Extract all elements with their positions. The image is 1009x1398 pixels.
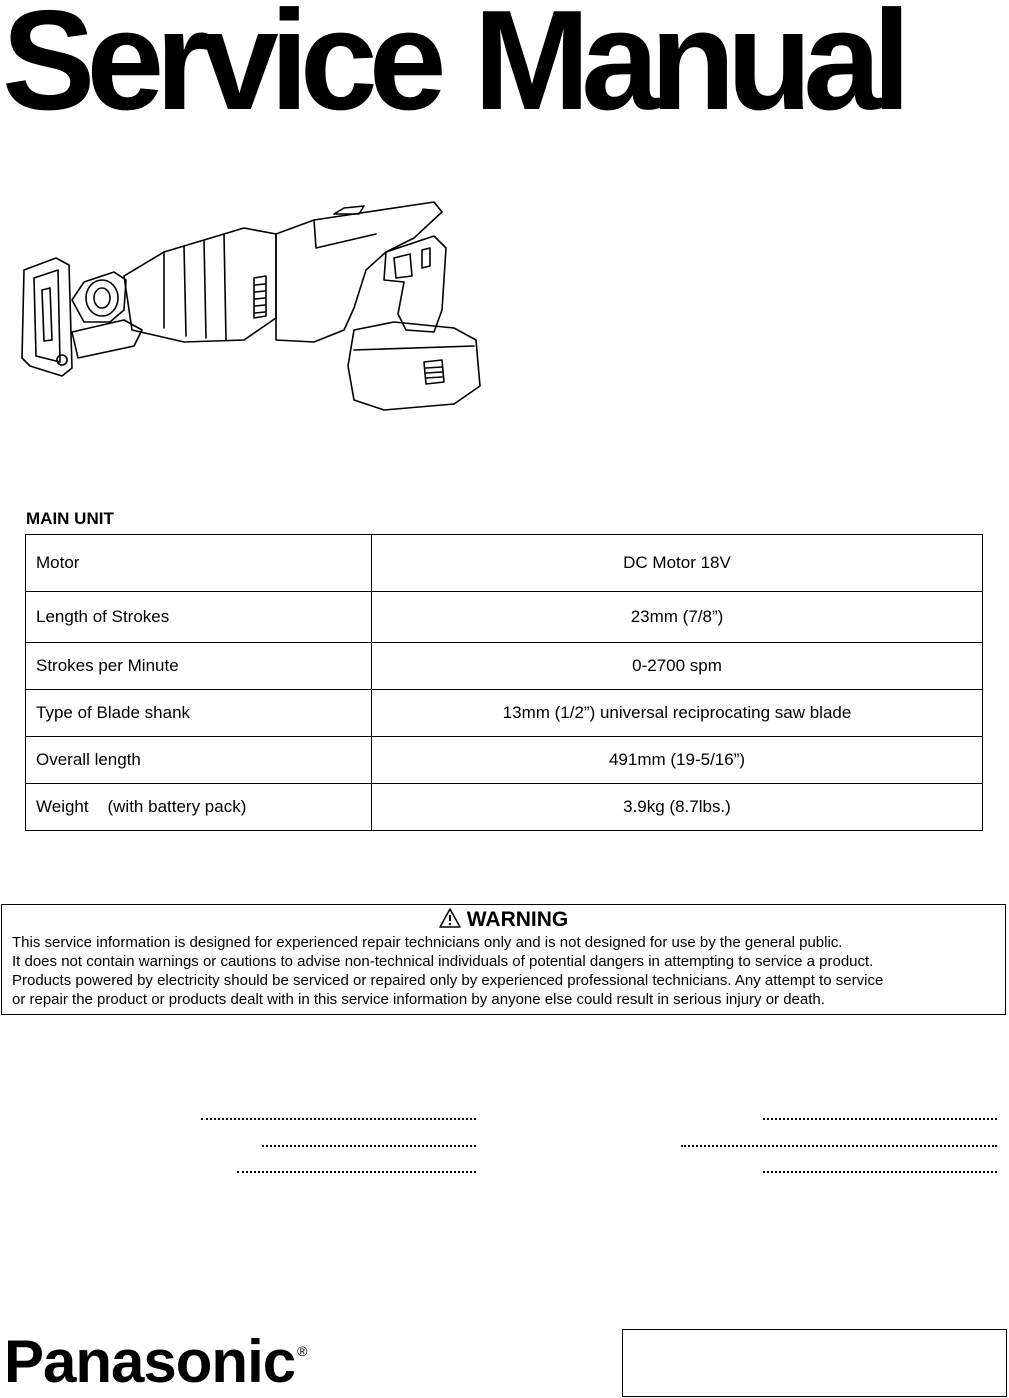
spec-label: Weight (with battery pack) — [26, 784, 372, 831]
warning-triangle-icon — [439, 908, 461, 928]
toc-leader-line — [681, 1145, 997, 1147]
spec-value: 3.9kg (8.7lbs.) — [372, 784, 983, 831]
table-row — [26, 784, 983, 831]
specifications-table — [25, 534, 983, 831]
warning-line: It does not contain warnings or cautions to advise non-technical individuals of potential dangers in attempting to service a product. — [12, 953, 874, 970]
toc-leader-line — [201, 1118, 476, 1120]
brand-name: Panasonic — [4, 1328, 296, 1395]
warning-heading — [12, 907, 995, 933]
table-row — [26, 643, 983, 690]
registered-mark: ® — [297, 1343, 307, 1359]
manual-title: Service Manual — [2, 0, 903, 140]
toc-leader-line — [763, 1171, 997, 1173]
spec-value: 0-2700 spm — [372, 643, 983, 690]
spec-label: Overall length — [26, 737, 372, 784]
spec-label: Length of Strokes — [26, 592, 372, 643]
spec-value: DC Motor 18V — [372, 535, 983, 592]
spec-value: 23mm (7/8”) — [372, 592, 983, 643]
spec-value: 491mm (19-5/16”) — [372, 737, 983, 784]
table-row — [26, 690, 983, 737]
table-row — [26, 535, 983, 592]
warning-line: Products powered by electricity should be serviced or repaired only by experienced professional technicians. Any attempt to service — [12, 972, 884, 989]
toc-leader-line — [237, 1171, 476, 1173]
spec-label: Strokes per Minute — [26, 643, 372, 690]
table-row — [26, 592, 983, 643]
toc-leader-line — [763, 1118, 997, 1120]
spec-label: Type of Blade shank — [26, 690, 372, 737]
warning-box — [1, 904, 1006, 1015]
spec-value: 13mm (1/2”) universal reciprocating saw blade — [372, 690, 983, 737]
reciprocating-saw-illustration — [14, 190, 499, 420]
brand-logo — [4, 1328, 307, 1395]
warning-line: This service information is designed for experienced repair technicians only and is not designed for use by the general public. — [12, 934, 843, 951]
toc-leader-line — [262, 1145, 476, 1147]
spec-label: Motor — [26, 535, 372, 592]
warning-title: WARNING — [466, 908, 569, 931]
table-row — [26, 737, 983, 784]
model-info-box — [622, 1329, 1007, 1397]
warning-line: or repair the product or products dealt with in this service information by anyone else could result in serious injury or death. — [12, 991, 825, 1008]
main-unit-heading: MAIN UNIT — [26, 509, 114, 528]
